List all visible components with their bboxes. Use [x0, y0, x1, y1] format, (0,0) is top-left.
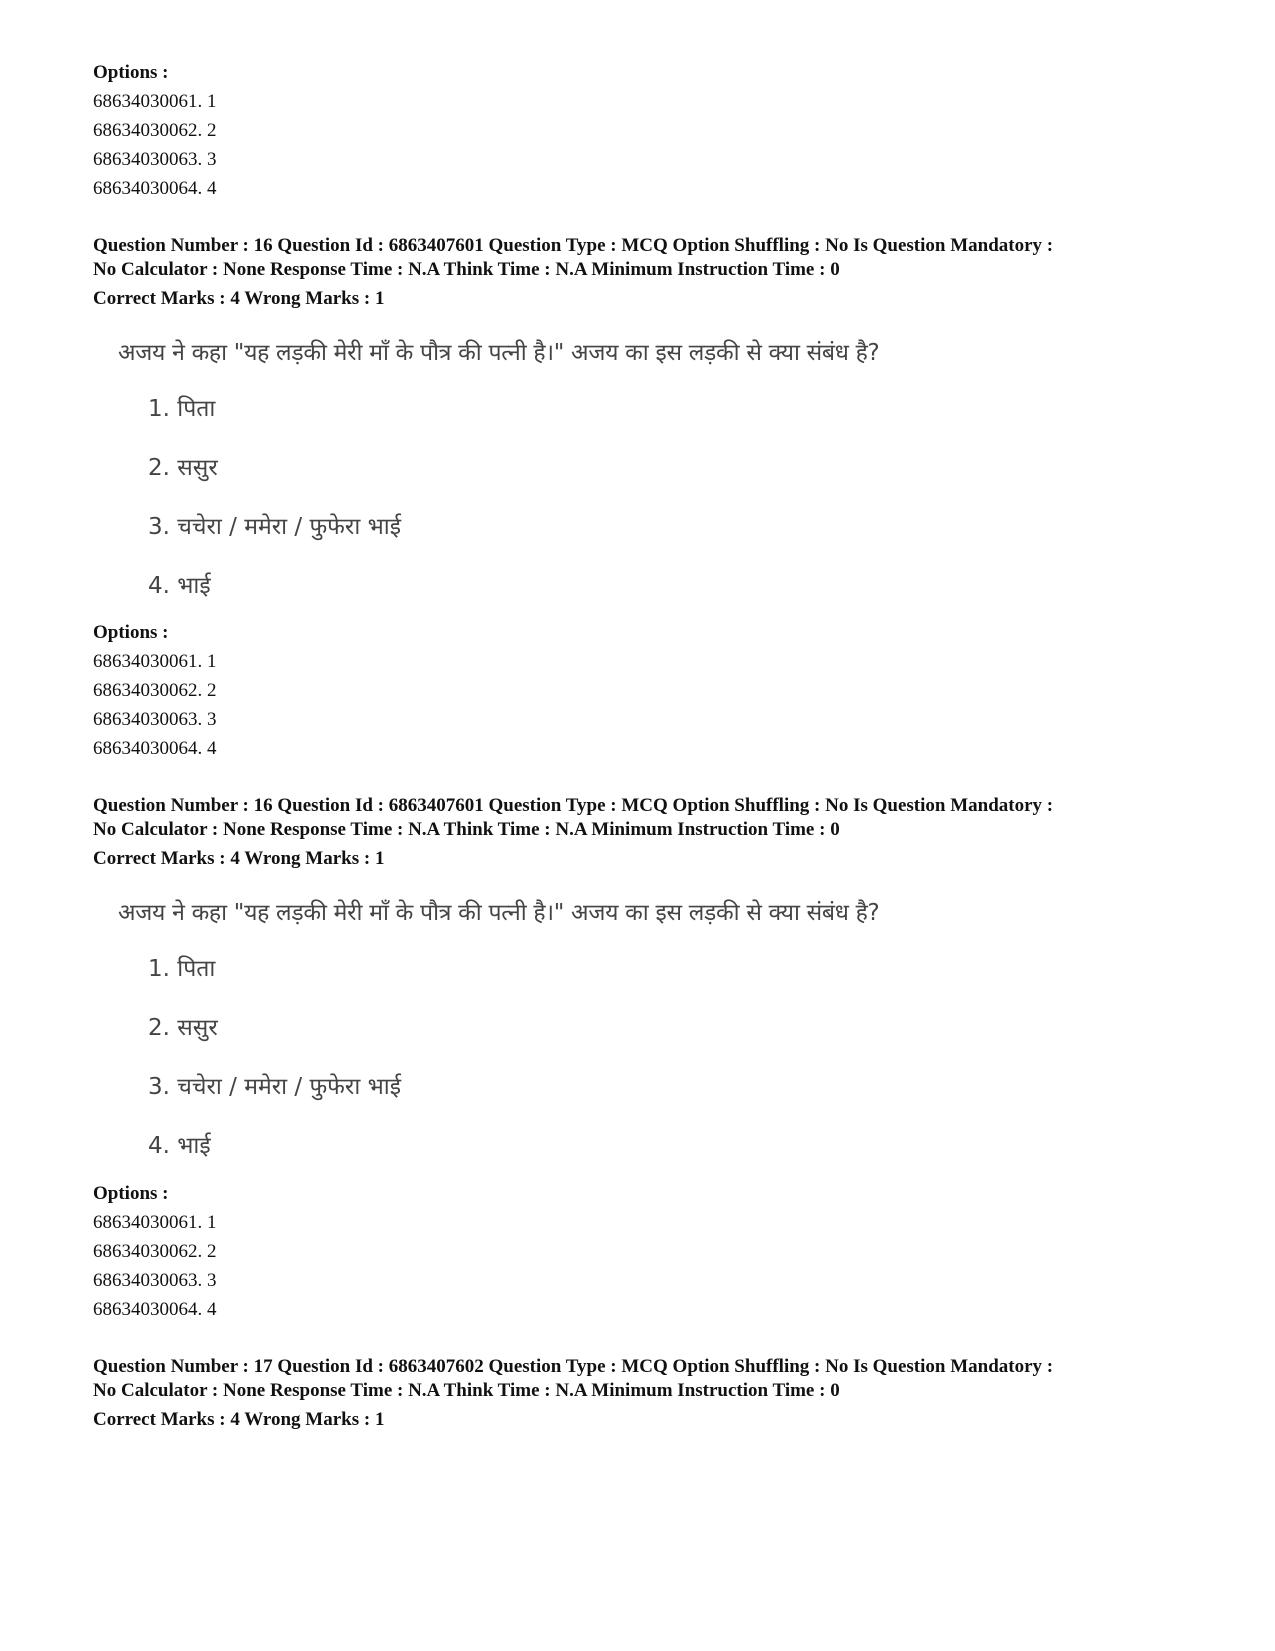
- option-item: 68634030061. 1: [93, 91, 217, 112]
- question-17-meta: [93, 1355, 1193, 1433]
- option-item: 68634030061. 1: [93, 1212, 217, 1233]
- answer-choice-1: 1. पिता: [148, 396, 216, 422]
- question-16-repeat-options: [93, 1179, 1193, 1324]
- options-block-top: [93, 58, 1193, 203]
- options-heading: Options :: [93, 62, 169, 83]
- option-item: 68634030064. 4: [93, 1299, 217, 1320]
- answer-choice-4: 4. भाई: [148, 1133, 211, 1159]
- question-marks: Correct Marks : 4 Wrong Marks : 1: [93, 288, 385, 309]
- option-item: 68634030062. 2: [93, 120, 217, 141]
- question-16-repeat-meta: [93, 794, 1193, 872]
- question-marks: Correct Marks : 4 Wrong Marks : 1: [93, 848, 385, 869]
- option-item: 68634030064. 4: [93, 738, 217, 759]
- question-text: अजय ने कहा "यह लड़की मेरी माँ के पौत्र की पत्नी है।" अजय का इस लड़की से क्या संबंध है?: [118, 340, 880, 366]
- question-meta-line-2: No Calculator : None Response Time : N.A Think Time : N.A Minimum Instruction Time : 0: [93, 819, 840, 840]
- answer-choice-3: 3. चचेरा / ममेरा / फुफेरा भाई: [148, 1074, 402, 1100]
- option-item: 68634030063. 3: [93, 149, 217, 170]
- option-item: 68634030063. 3: [93, 1270, 217, 1291]
- answer-choice-3: 3. चचेरा / ममेरा / फुफेरा भाई: [148, 514, 402, 540]
- option-item: 68634030063. 3: [93, 709, 217, 730]
- question-16-repeat-body: [118, 896, 1018, 1166]
- answer-choice-1: 1. पिता: [148, 956, 216, 982]
- question-meta-line-1: Question Number : 16 Question Id : 6863407601 Question Type : MCQ Option Shuffling : No Is Question Mandatory :: [93, 235, 1054, 256]
- option-item: 68634030061. 1: [93, 651, 217, 672]
- question-16-meta: [93, 234, 1193, 312]
- options-heading: Options :: [93, 622, 169, 643]
- answer-choice-4: 4. भाई: [148, 573, 211, 599]
- question-meta-line-1: Question Number : 16 Question Id : 6863407601 Question Type : MCQ Option Shuffling : No Is Question Mandatory :: [93, 795, 1054, 816]
- option-item: 68634030064. 4: [93, 178, 217, 199]
- answer-choice-2: 2. ससुर: [148, 1015, 218, 1041]
- question-meta-line-1: Question Number : 17 Question Id : 6863407602 Question Type : MCQ Option Shuffling : No Is Question Mandatory :: [93, 1356, 1054, 1377]
- option-item: 68634030062. 2: [93, 1241, 217, 1262]
- option-item: 68634030062. 2: [93, 680, 217, 701]
- answer-choice-2: 2. ससुर: [148, 455, 218, 481]
- question-text: अजय ने कहा "यह लड़की मेरी माँ के पौत्र की पत्नी है।" अजय का इस लड़की से क्या संबंध है?: [118, 900, 880, 926]
- question-meta-line-2: No Calculator : None Response Time : N.A Think Time : N.A Minimum Instruction Time : 0: [93, 259, 840, 280]
- question-16-options: [93, 618, 1193, 763]
- question-meta-line-2: No Calculator : None Response Time : N.A Think Time : N.A Minimum Instruction Time : 0: [93, 1380, 840, 1401]
- question-16-body: [118, 336, 1018, 606]
- options-heading: Options :: [93, 1183, 169, 1204]
- question-marks: Correct Marks : 4 Wrong Marks : 1: [93, 1409, 385, 1430]
